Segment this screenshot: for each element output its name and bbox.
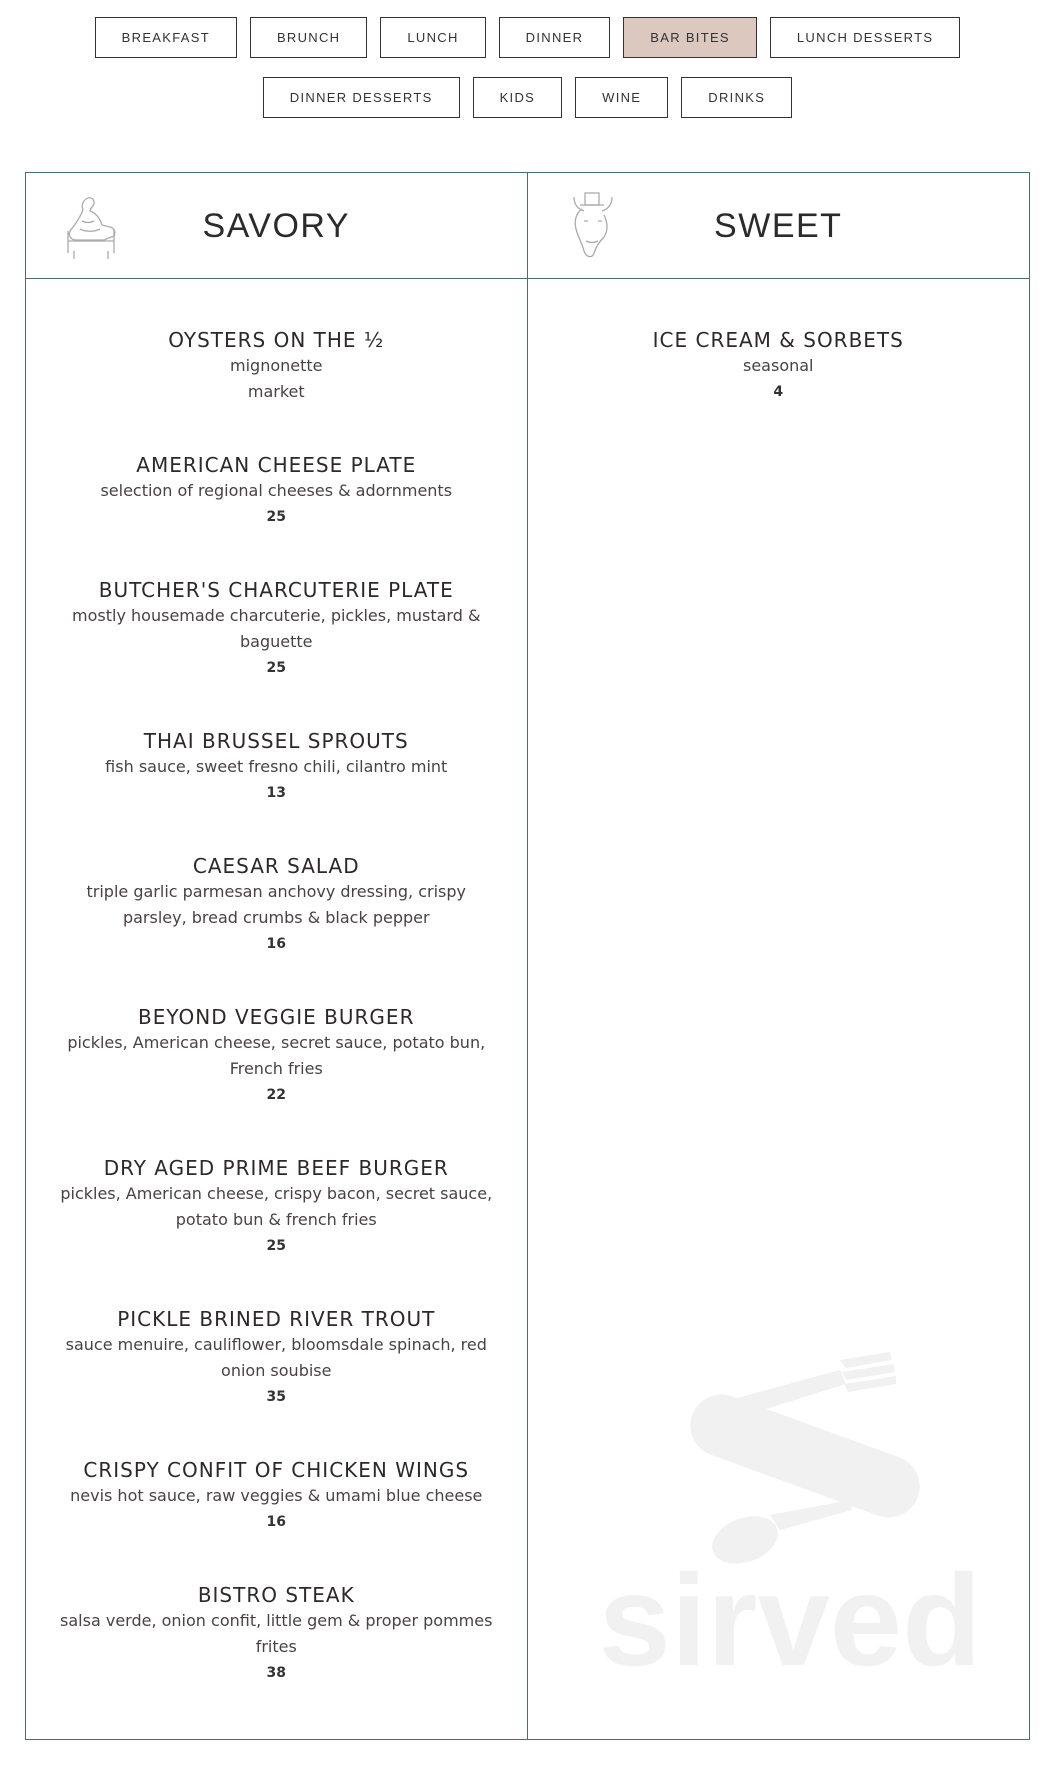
tab-drinks[interactable]: DRINKS: [681, 77, 792, 118]
menu-item: [46, 853, 507, 957]
item-description: mostly housemade charcuterie, pickles, mustard & baguette: [72, 606, 481, 651]
item-name: AMERICAN CHEESE PLATE: [136, 453, 417, 477]
menu-item: [46, 327, 507, 405]
item-name: DRY AGED PRIME BEEF BURGER: [103, 1156, 449, 1180]
tab-dinner[interactable]: DINNER: [499, 17, 611, 58]
item-name: BISTRO STEAK: [197, 1583, 355, 1607]
savory-title: SAVORY: [202, 207, 351, 245]
item-price: 16: [266, 936, 286, 952]
tab-lunch[interactable]: LUNCH: [380, 17, 485, 58]
menu-item: [46, 728, 507, 806]
item-description: salsa verde, onion confit, little gem & proper pommes frites: [60, 1611, 493, 1656]
item-description: selection of regional cheeses & adornments: [100, 481, 453, 500]
item-price: 13: [266, 785, 286, 801]
item-price: 16: [266, 1514, 286, 1530]
item-name: BEYOND VEGGIE BURGER: [138, 1005, 415, 1029]
item-price: 4: [773, 384, 784, 400]
tab-dinner-desserts[interactable]: DINNER DESSERTS: [263, 77, 460, 118]
sweet-header: [528, 173, 1030, 279]
savory-column: [26, 173, 528, 1739]
item-description: mignonette: [230, 356, 323, 375]
item-price: 25: [266, 1238, 286, 1254]
item-description: seasonal: [743, 356, 814, 375]
tab-bar-bites[interactable]: BAR BITES: [623, 17, 757, 58]
menu-item: [46, 1004, 507, 1108]
tab-wine[interactable]: WINE: [575, 77, 668, 118]
item-price: market: [247, 382, 305, 401]
item-price: 38: [266, 1665, 286, 1681]
sweet-title: SWEET: [714, 207, 843, 245]
tab-breakfast[interactable]: BREAKFAST: [95, 17, 237, 58]
item-price: 22: [266, 1087, 286, 1103]
tab-brunch[interactable]: BRUNCH: [250, 17, 367, 58]
item-name: THAI BRUSSEL SPROUTS: [143, 729, 409, 753]
item-name: OYSTERS ON THE ½: [168, 328, 385, 352]
item-name: CAESAR SALAD: [192, 854, 360, 878]
menu-item: [46, 577, 507, 681]
item-description: triple garlic parmesan anchovy dressing, crispy parsley, bread crumbs & black pepper: [86, 882, 466, 927]
savory-items: [26, 279, 527, 1686]
item-description: sauce menuire, cauliflower, bloomsdale spinach, red onion soubise: [65, 1335, 487, 1380]
item-name: ICE CREAM & SORBETS: [652, 328, 904, 352]
tab-kids[interactable]: KIDS: [473, 77, 563, 118]
menu-item: [46, 1582, 507, 1686]
menu-item: [46, 452, 507, 530]
item-name: CRISPY CONFIT OF CHICKEN WINGS: [83, 1458, 470, 1482]
menu-tabs-row-2: [0, 77, 1055, 118]
item-name: BUTCHER'S CHARCUTERIE PLATE: [98, 578, 454, 602]
item-price: 35: [266, 1389, 286, 1405]
item-price: 25: [266, 660, 286, 676]
item-description: pickles, American cheese, crispy bacon, secret sauce, potato bun & french fries: [60, 1184, 493, 1229]
tab-lunch-desserts[interactable]: LUNCH DESSERTS: [770, 17, 960, 58]
menu-item: [548, 327, 1010, 405]
menu-item: [46, 1155, 507, 1259]
item-name: PICKLE BRINED RIVER TROUT: [117, 1307, 436, 1331]
sweet-items: [528, 279, 1030, 405]
menu-tabs-row-1: [0, 17, 1055, 58]
item-price: 25: [266, 509, 286, 525]
sirved-watermark-logo: [590, 1330, 1000, 1680]
item-description: nevis hot sauce, raw veggies & umami blue cheese: [70, 1486, 483, 1505]
svg-text:sirved: sirved: [598, 1547, 982, 1680]
menu-item: [46, 1457, 507, 1535]
menu-item: [46, 1306, 507, 1410]
item-description: pickles, American cheese, secret sauce, potato bun, French fries: [67, 1033, 486, 1078]
item-description: fish sauce, sweet fresno chili, cilantro mint: [105, 757, 448, 776]
savory-header: [26, 173, 527, 279]
